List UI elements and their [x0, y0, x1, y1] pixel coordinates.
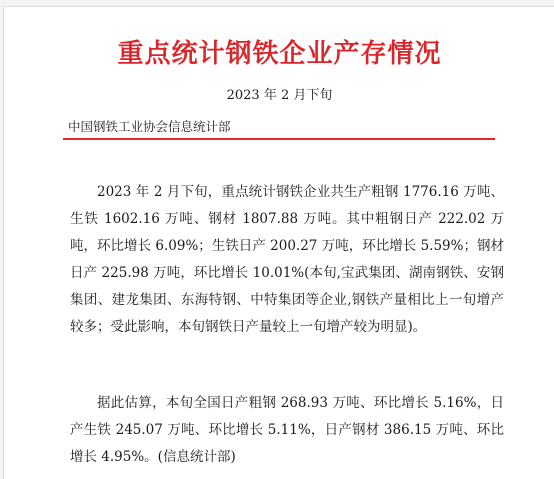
date-line: 2023 年 2 月下旬: [226, 88, 333, 103]
organization-name: 中国钢铁工业协会信息统计部: [68, 119, 231, 134]
body-paragraph: 2023 年 2 月下旬，重点统计钢铁企业共生产粗钢 1776.16 万吨、生铁 1602.16 万吨、钢材 1807.88 万吨。其中粗钢日产 222.02 万吨，环比增长 6.09%；生铁日产 200.27 万吨，环比增长 5.59%；钢材日产 225.98 万吨，环比增长 10.01%(本旬,宝武集团、湖南钢铁、安钢集团、建龙集团、东海特钢、中特集团等企业,钢铁产量相比上一旬增产较多；受此影响，本旬钢铁日产量较上一旬增产较为明显)。: [70, 184, 504, 335]
red-divider: [63, 138, 495, 140]
document-title: 重点统计钢铁企业产存情况: [117, 39, 442, 69]
body-paragraph: 据此估算，本旬全国日产粗钢 268.93 万吨、环比增长 5.16%，日产生铁 245.07 万吨、环比增长 5.11%，日产钢材 386.15 万吨、环比增长 4.95%。(信息统计部): [70, 395, 504, 465]
document-page: [3, 6, 554, 479]
